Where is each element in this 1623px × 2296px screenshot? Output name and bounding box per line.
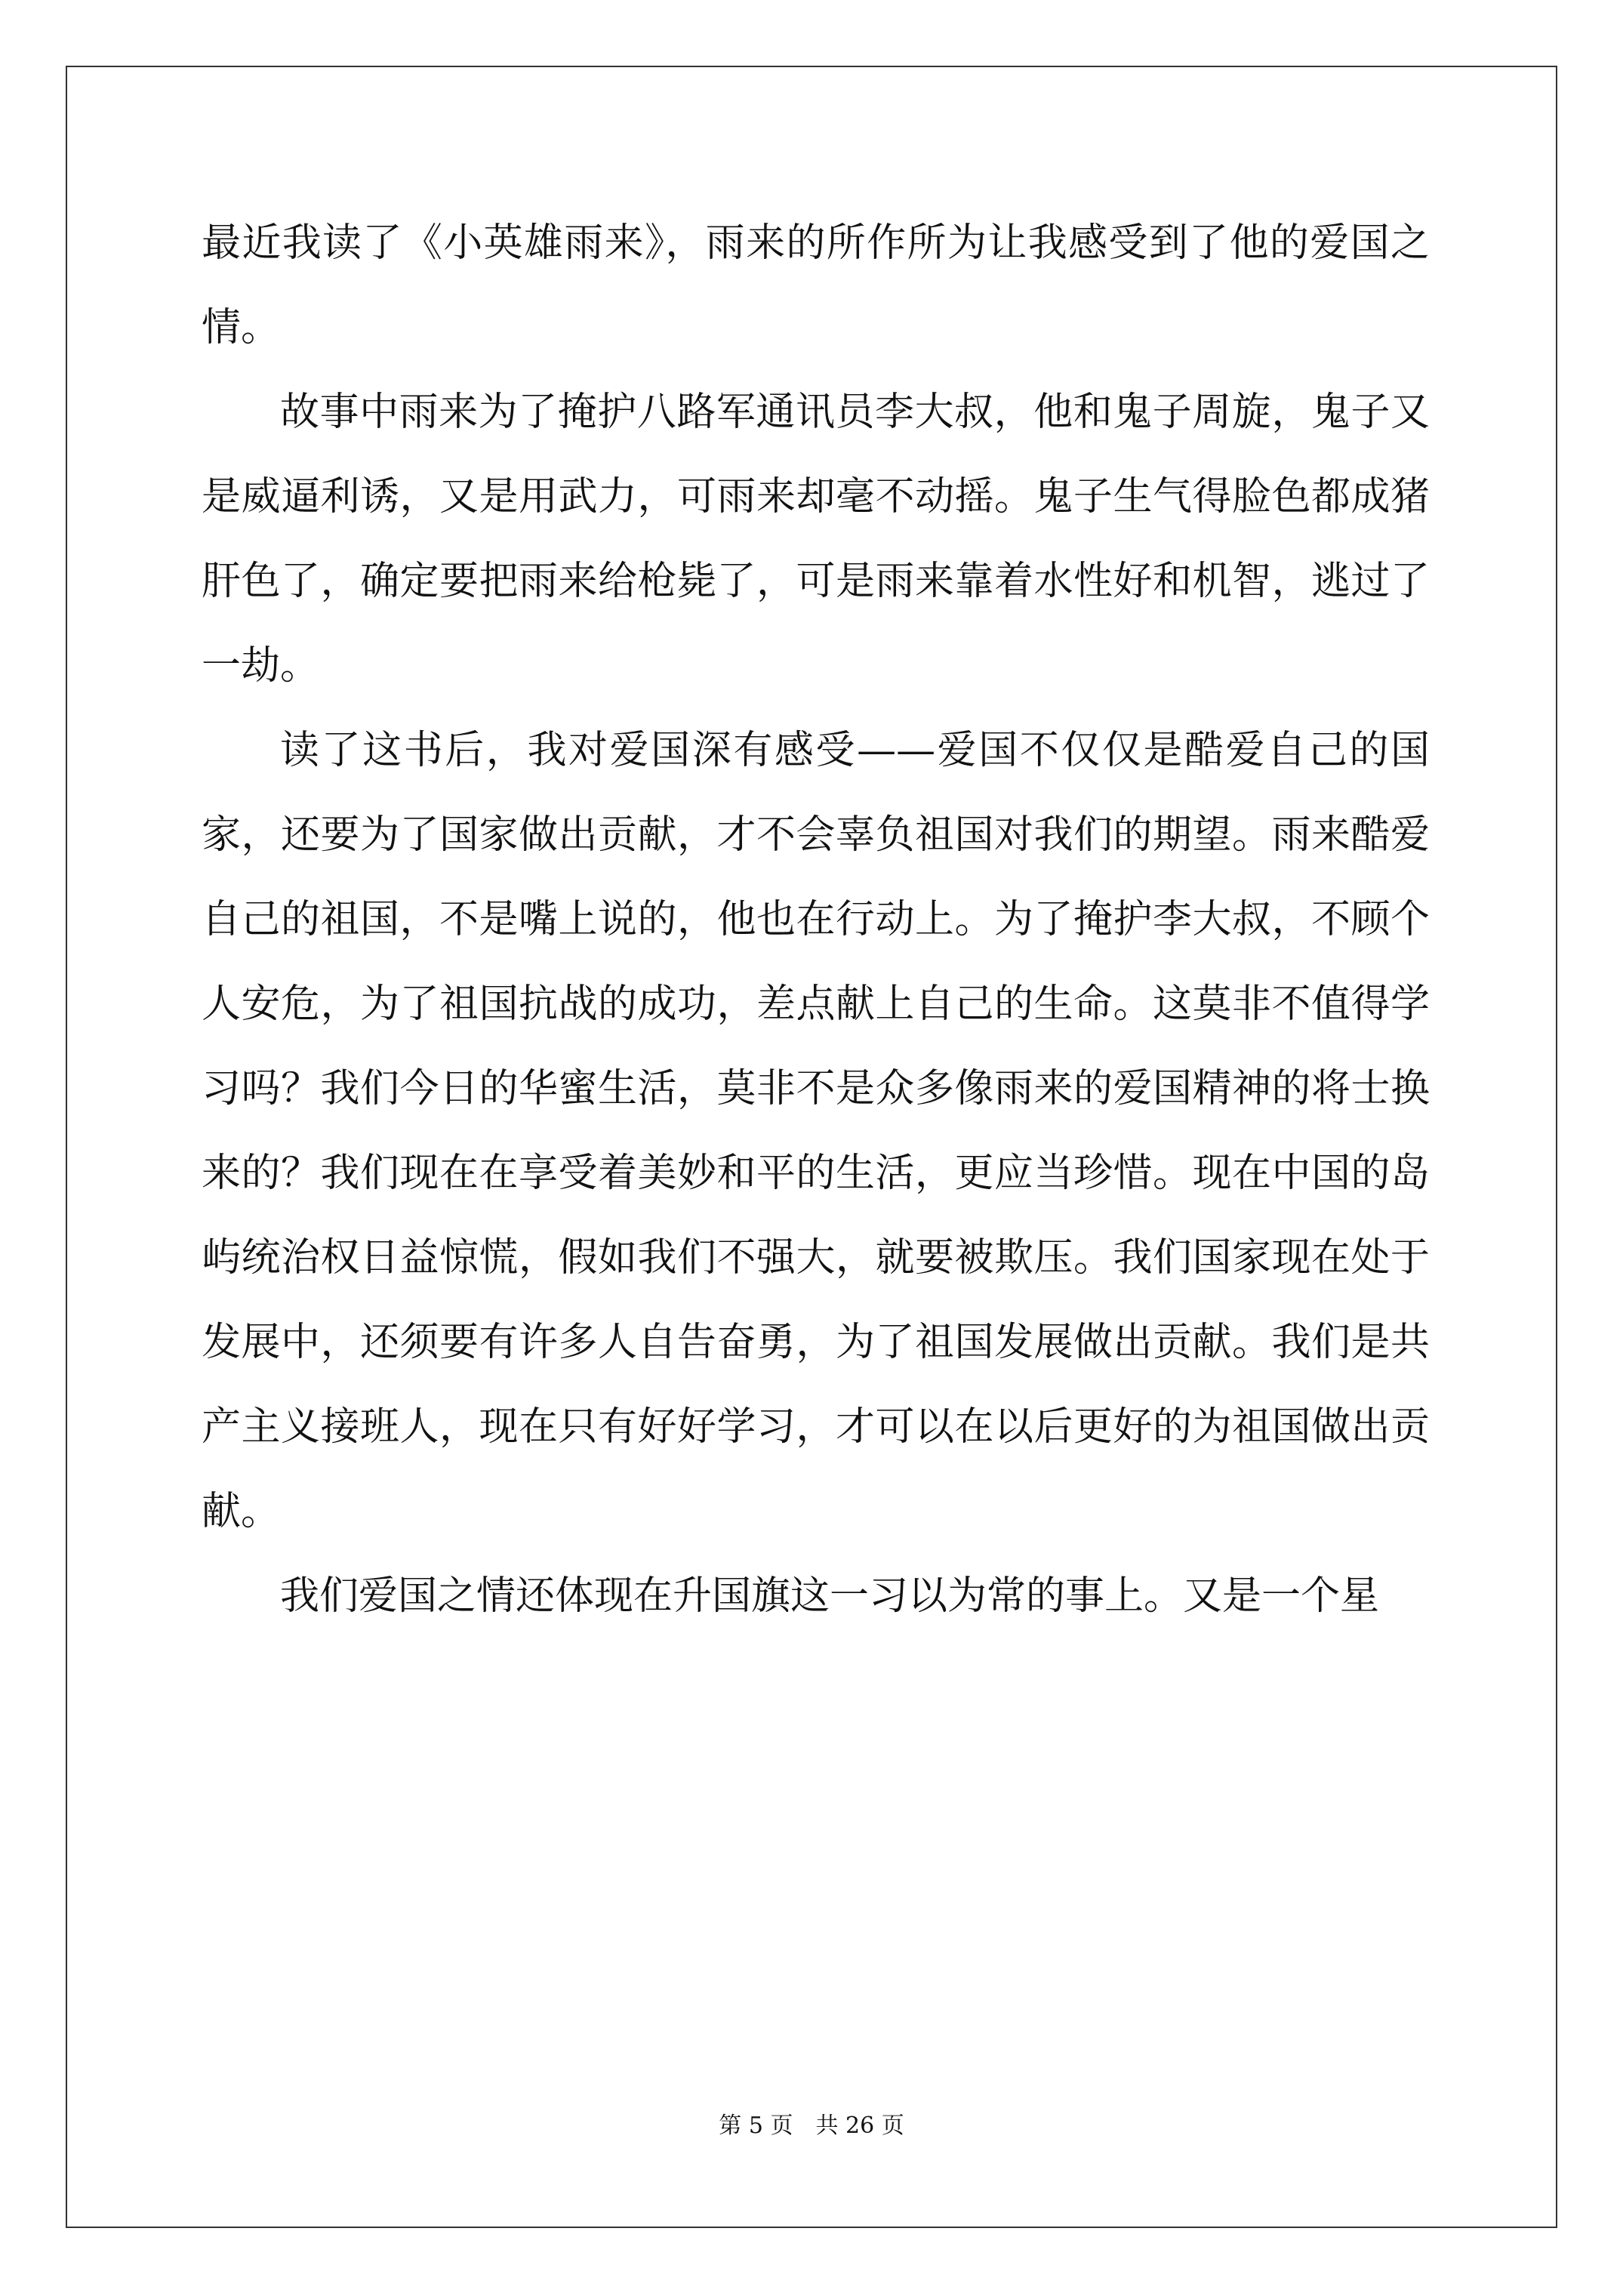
paragraph-3: 读了这书后，我对爱国深有感受——爱国不仅仅是酷爱自己的国家，还要为了国家做出贡献，才不会辜负祖国对我们的期望。雨来酷爱自己的祖国，不是嘴上说的，他也在行动上。为了掩护李大叔，不顾个人安危，为了祖国抗战的成功，差点献上自己的生命。这莫非不值得学习吗？我们今日的华蜜生活，莫非不是众多像雨来的爱国精神的将士换来的？我们现在在享受着美妙和平的生活，更应当珍惜。现在中国的岛屿统治权日益惊慌，假如我们不强大，就要被欺压。我们国家现在处于发展中，还须要有许多人自告奋勇，为了祖国发展做出贡献。我们是共产主义接班人，现在只有好好学习，才可以在以后更好的为祖国做出贡献。 — [202, 728, 1430, 1534]
page-number-footer: 第 5 页 共 26 页 — [719, 2113, 904, 2139]
paragraph-4: 我们爱国之情还体现在升国旗这一习以为常的事上。又是一个星 — [280, 1573, 1380, 1619]
document-body — [202, 201, 1430, 1638]
paragraph-2: 故事中雨来为了掩护八路军通讯员李大叔，他和鬼子周旋，鬼子又是威逼利诱，又是用武力，可雨来却毫不动摇。鬼子生气得脸色都成猪肝色了，确定要把雨来给枪毙了，可是雨来靠着水性好和机智，逃过了一劫。 — [202, 390, 1430, 689]
paragraph-1: 最近我读了《小英雄雨来》，雨来的所作所为让我感受到了他的爱国之情。 — [202, 220, 1430, 350]
